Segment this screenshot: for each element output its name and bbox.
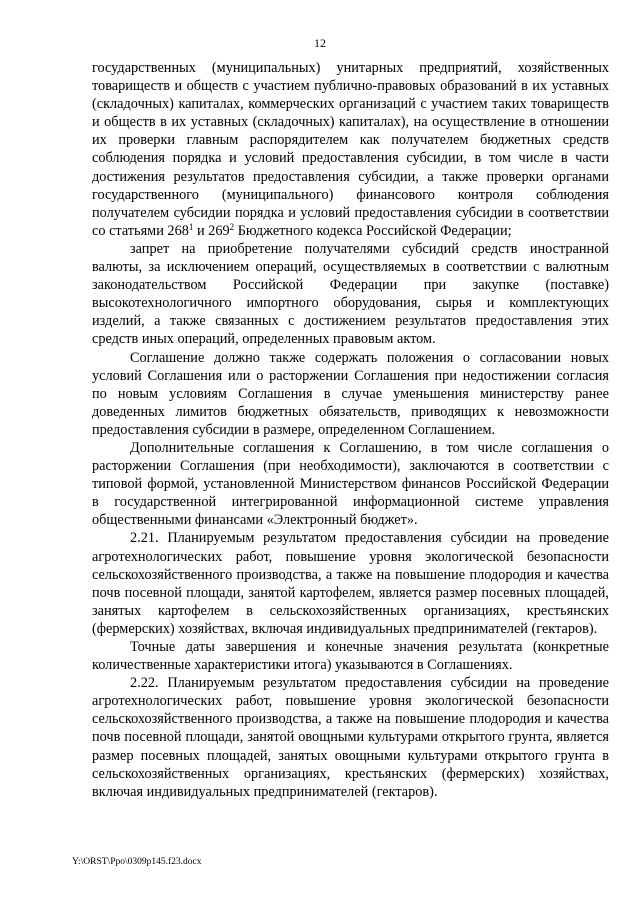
- paragraph-additional-agreements: Дополнительные соглашения к Соглашению, в том числе соглашения о расторжении Соглашения (при необходимости), заключаются в соответствии с типовой формой, установленной Министерством финансов Российской Федерации в государственной интегрированной информационной системе управления общественными финансами «Электронный бюджет».: [92, 439, 609, 529]
- paragraph-agreement-terms: Соглашение должно также содержать положения о согласовании новых условий Соглашения или о расторжении Соглашения при недостижении согласия по новым условиям Соглашения в случае уменьшения министерству ранее доведенных лимитов бюджетных обязательств, приводящих к невозможности предоставления субсидии в размере, определенном Соглашением.: [92, 349, 609, 438]
- superscript: 2: [229, 221, 235, 232]
- paragraph-result-dates: Точные даты завершения и конечные значения результата (конкретные количественные характеристики итога) указываются в Соглашениях.: [92, 639, 609, 674]
- paragraph-2-21: 2.21. Планируемым результатом предоставления субсидии на проведение агротехнологических работ, повышение уровня экологической безопасности сельскохозяйственного производства, а также на повышение плодородия и качества почв посевной площади, занятой картофелем, является размер посевных площадей, занятых картофелем в сельскохозяйственных организациях, крестьянских (фермерских) хозяйствах, включая индивидуальных предпринимателей (гектаров).: [92, 530, 609, 637]
- paragraph-currency-ban: запрет на приобретение получателями субсидий средств иностранной валюты, за исключением операций, осуществляемых в соответствии с валютным законодательством Российской Федерации при закупке (поставке) высокотехнологичного импортного оборудования, сырья и комплектующих изделий, а также связанных с достижением результатов предоставления этих средств иных операций, определенных правовым актом.: [92, 240, 609, 348]
- document-body: [92, 59, 609, 801]
- superscript: 1: [188, 221, 194, 232]
- paragraph-text: государственных (муниципальных) унитарных предприятий, хозяйственных товариществ и обществ с участием публично-правовых образований в их уставных (складочных) капиталах, коммерческих организаций с участием таких товариществ и обществ в их уставных (складочных) капиталах), на осуществление в отношении их проверки главным распорядителем как получателем бюджетных средств соблюдения порядка и условий предоставления субсидии, в том числе в части достижения результатов предоставления субсидии, а также проверки органами государственного (муниципального) финансового контроля соблюдения получателем субсидии порядка и условий предоставления субсидии в соответствии со статьями 268: [92, 60, 609, 239]
- paragraph-text: Бюджетного кодекса Российской Федерации;: [234, 222, 512, 239]
- paragraph-text: и 269: [193, 222, 230, 239]
- page-number: 12: [314, 36, 326, 50]
- paragraph-audit-consent: [92, 59, 609, 240]
- paragraph-2-22: 2.22. Планируемым результатом предоставления субсидии на проведение агротехнологических работ, повышение уровня экологической безопасности сельскохозяйственного производства, а также на повышение плодородия и качества почв посевной площади, занятой овощными культурами открытого грунта, является размер посевных площадей, занятых овощными культурами открытого грунта в сельскохозяйственных организациях, крестьянских (фермерских) хозяйствах, включая индивидуальных предпринимателей (гектаров).: [92, 675, 609, 800]
- file-path-footer: Y:\ORST\Ppo\0309p145.f23.docx: [72, 857, 202, 867]
